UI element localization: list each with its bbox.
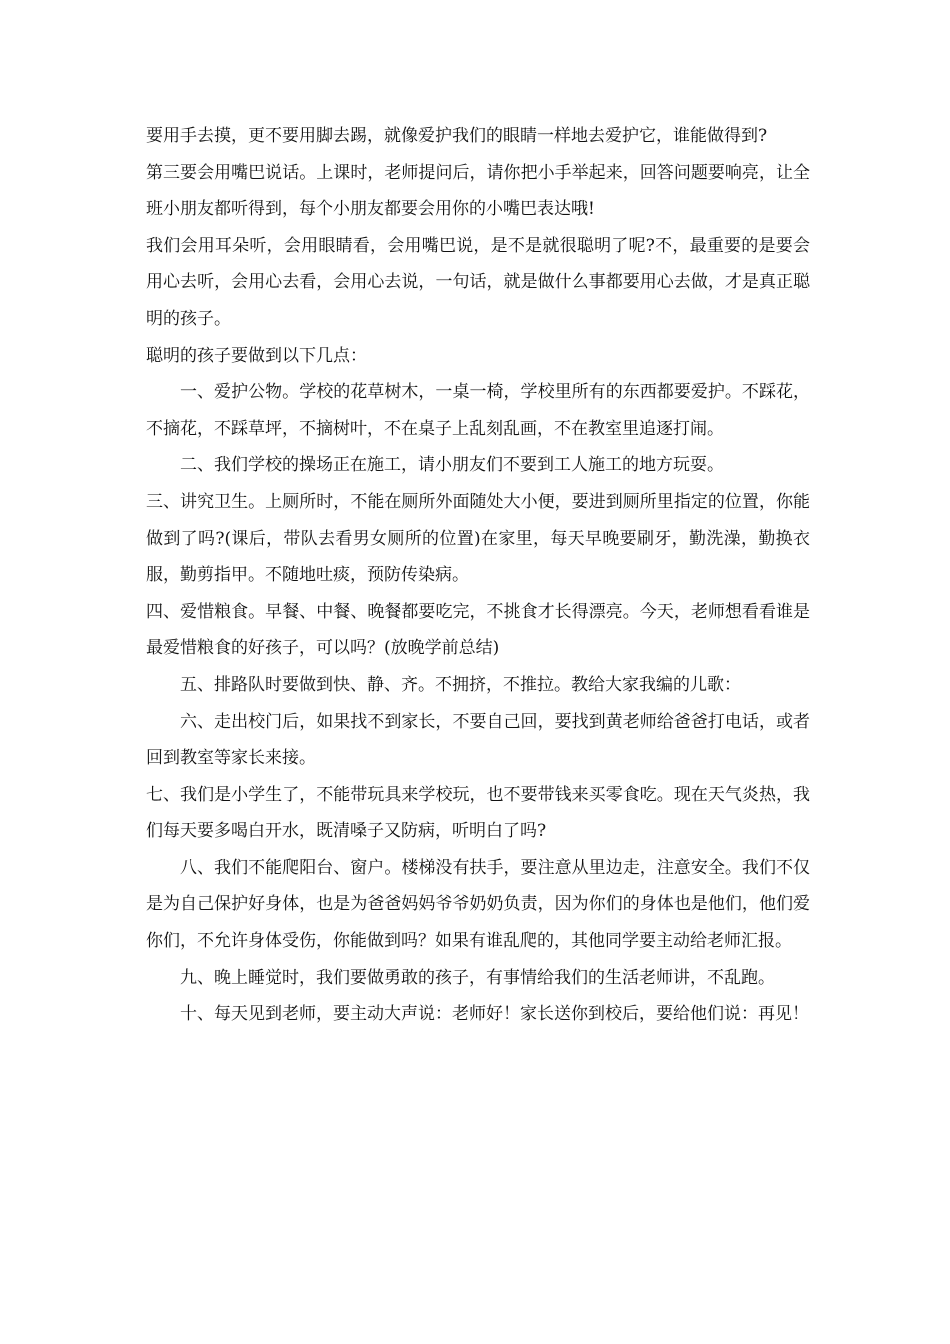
paragraph-10: 六、走出校门后，如果找不到家长，不要自己回，要找到黄老师给爸爸打电话，或者回到教室等家长来接。	[146, 711, 810, 769]
paragraph-5: 一、爱护公物。学校的花草树木，一桌一椅，学校里所有的东西都要爱护。不踩花，不摘花，不踩草坪，不摘树叶，不在桌子上乱刻乱画，不在教室里追逐打闹。	[146, 382, 810, 439]
paragraph-3: 我们会用耳朵听，会用眼睛看，会用嘴巴说，是不是就很聪明了呢?不，最重要的是要会用心去听，会用心去看，会用心去说，一句话，就是做什么事都要用心去做，才是真正聪明的孩子。	[146, 235, 810, 329]
paragraph-12: 八、我们不能爬阳台、窗户。楼梯没有扶手，要注意从里边走，注意安全。我们不仅是为自己保护好身体，也是为爸爸妈妈爷爷奶奶负责，因为你们的身体也是他们，他们爱你们，不允许身体受伤，你能做到吗？如果有谁乱爬的，其他同学要主动给老师汇报。	[146, 857, 810, 952]
paragraph-8: 四、爱惜粮食。早餐、中餐、晚餐都要吃完，不挑食才长得漂亮。今天，老师想看看谁是最爱惜粮食的好孩子，可以吗？(放晚学前总结)	[146, 601, 810, 659]
paragraph-1: 要用手去摸，更不要用脚去踢，就像爱护我们的眼睛一样地去爱护它，谁能做得到?	[146, 126, 768, 146]
paragraph-9: 五、排路队时要做到快、静、齐。不拥挤，不推拉。教给大家我编的儿歌：	[180, 674, 741, 695]
paragraph-2: 第三要会用嘴巴说话。上课时，老师提问后，请你把小手举起来，回答问题要响亮，让全班小朋友都听得到，每个小朋友都要会用你的小嘴巴表达哦!	[146, 162, 810, 220]
paragraph-11: 七、我们是小学生了，不能带玩具来学校玩，也不要带钱来买零食吃。现在天气炎热，我们每天要多喝白开水，既清嗓子又防病，听明白了吗?	[146, 784, 810, 842]
paragraph-13: 九、晚上睡觉时，我们要做勇敢的孩子，有事情给我们的生活老师讲，不乱跑。	[180, 967, 775, 988]
paragraph-4: 聪明的孩子要做到以下几点：	[146, 345, 367, 366]
document-body	[146, 118, 810, 1033]
paragraph-14: 十、每天见到老师，要主动大声说：老师好！家长送你到校后，要给他们说：再见！	[180, 1004, 809, 1025]
paragraph-7: 三、讲究卫生。上厕所时，不能在厕所外面随处大小便，要进到厕所里指定的位置，你能做到了吗?(课后，带队去看男女厕所的位置)在家里，每天早晚要刷牙，勤洗澡，勤换衣服，勤剪指甲。不随地吐痰，预防传染病。	[146, 491, 810, 586]
paragraph-6: 二、我们学校的操场正在施工，请小朋友们不要到工人施工的地方玩耍。	[180, 455, 724, 476]
